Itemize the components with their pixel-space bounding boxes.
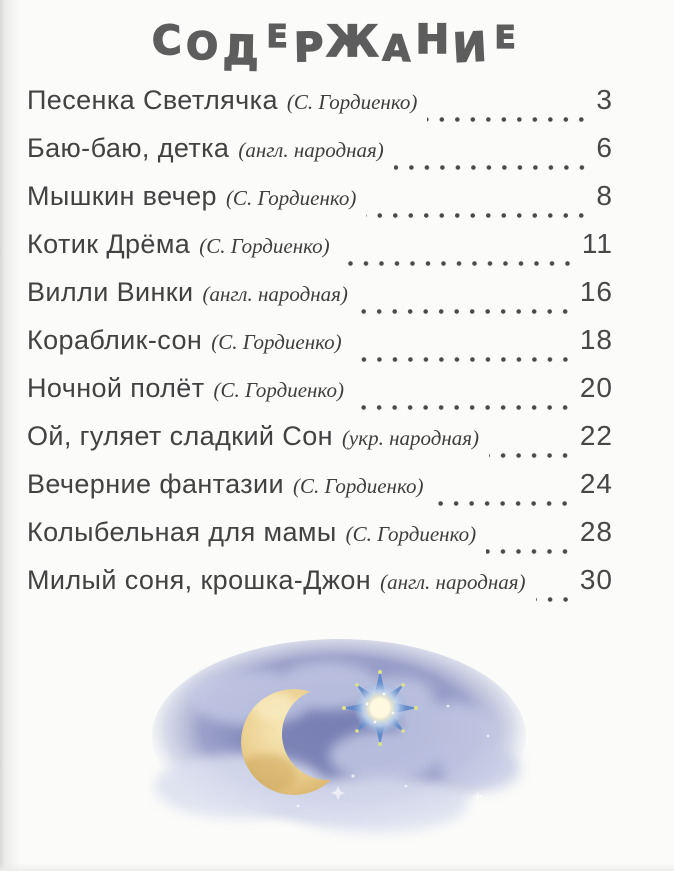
entry-page-number: 20 xyxy=(579,372,613,403)
crescent-moon-icon xyxy=(236,689,347,795)
entry-author: (англ. народная) xyxy=(202,282,348,306)
entry-page-number: 18 xyxy=(579,324,613,355)
toc-entry xyxy=(27,180,613,228)
entry-title: Котик Дрёма xyxy=(27,229,191,259)
page-scan-edge xyxy=(0,0,22,871)
entry-page-number: 28 xyxy=(579,516,613,547)
entry-title: Колыбельная для мамы xyxy=(27,517,337,547)
dot-leader xyxy=(427,116,589,123)
entry-title: Песенка Светлячка xyxy=(27,85,278,115)
entry-author: (С. Гордиенко) xyxy=(213,378,344,402)
entry-title: Ой, гуляет сладкий Сон xyxy=(27,421,333,451)
entry-page-number: 16 xyxy=(579,276,613,307)
toc-entry xyxy=(27,564,613,612)
entry-title: Вечерние фантазии xyxy=(27,469,284,499)
dot-leader xyxy=(340,260,575,267)
entry-title: Ночной полёт xyxy=(27,373,205,403)
dot-leader xyxy=(394,164,590,171)
toc-entry xyxy=(27,468,613,516)
entry-page-number: 22 xyxy=(579,420,613,451)
entry-page-number: 24 xyxy=(579,468,613,499)
dot-leader xyxy=(354,404,573,411)
entry-page-number: 11 xyxy=(581,228,613,259)
toc-entry xyxy=(27,276,613,324)
table-of-contents xyxy=(27,84,613,612)
toc-entry xyxy=(27,372,613,420)
entry-author: (С. Гордиенко) xyxy=(225,186,357,210)
toc-entry xyxy=(27,324,613,372)
dot-leader xyxy=(352,356,573,363)
entry-page-number: 3 xyxy=(596,84,613,115)
dot-leader xyxy=(433,500,572,507)
page-title: СОДЕРЖАНИЕ xyxy=(151,17,519,75)
entry-title: Милый соня, крошка-Джон xyxy=(27,565,372,595)
entry-author: (укр. народная) xyxy=(341,426,480,450)
entry-page-number: 6 xyxy=(596,132,613,163)
night-sky-illustration xyxy=(148,636,530,854)
entry-page-number: 8 xyxy=(596,180,613,211)
entry-title: Баю-баю, детка xyxy=(27,133,230,163)
entry-page-number: 30 xyxy=(579,564,613,595)
entry-author: (С. Гордиенко) xyxy=(345,522,477,546)
entry-title: Кораблик-сон xyxy=(27,325,203,355)
dot-leader xyxy=(489,452,573,459)
entry-author: (С. Гордиенко) xyxy=(293,474,424,498)
entry-author: (С. Гордиенко) xyxy=(199,234,330,258)
dot-leader xyxy=(486,548,573,555)
page-scan-edge-bottom xyxy=(0,863,674,871)
night-sky-svg xyxy=(148,636,530,854)
dot-leader xyxy=(358,308,573,315)
toc-entry xyxy=(27,228,613,276)
toc-entry xyxy=(27,420,613,468)
entry-author: (англ. народная) xyxy=(238,138,384,162)
entry-title: Мышкин вечер xyxy=(27,181,217,211)
dot-leader xyxy=(536,596,573,603)
toc-entry xyxy=(27,84,613,132)
entry-author: (С. Гордиенко) xyxy=(286,90,418,114)
toc-entry xyxy=(27,132,613,180)
toc-entry xyxy=(27,516,613,564)
dot-leader xyxy=(366,212,589,219)
entry-author: (С. Гордиенко) xyxy=(211,330,342,354)
entry-title: Вилли Винки xyxy=(27,277,194,307)
entry-author: (англ. народная) xyxy=(380,570,526,594)
